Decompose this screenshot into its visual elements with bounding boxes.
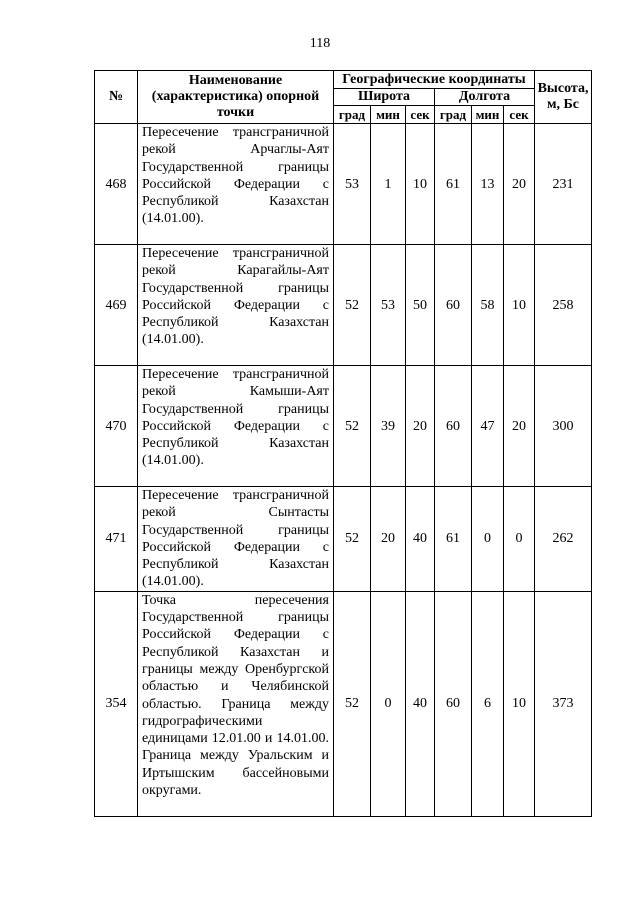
header-lon-deg: град (435, 106, 472, 124)
height-cell: 262 (535, 487, 592, 592)
height-cell: 258 (535, 245, 592, 366)
row-description: Пересечение трансграничной рекой Камыши-Аят Государственной границы Российской Федерации с Республикой Казахстан (14.01.00). (138, 366, 334, 487)
lon-sec-cell: 0 (504, 487, 535, 592)
header-longitude: Долгота (435, 89, 535, 106)
lat-deg-cell: 52 (334, 487, 371, 592)
lat-min-cell: 20 (371, 487, 406, 592)
lon-deg-cell: 61 (435, 487, 472, 592)
header-height: Высота, м, Бс (535, 71, 592, 124)
row-num: 468 (95, 124, 138, 245)
header-num: № (95, 71, 138, 124)
row-num: 354 (95, 591, 138, 816)
lat-sec-cell: 40 (406, 487, 435, 592)
row-num: 471 (95, 487, 138, 592)
lon-min-cell: 0 (472, 487, 504, 592)
lat-sec-cell: 10 (406, 124, 435, 245)
lon-min-cell: 6 (472, 591, 504, 816)
lat-sec-cell: 40 (406, 591, 435, 816)
lat-min-cell: 0 (371, 591, 406, 816)
lat-min-cell: 1 (371, 124, 406, 245)
table-row (95, 591, 592, 816)
header-lat-deg: град (334, 106, 371, 124)
lat-deg-cell: 52 (334, 366, 371, 487)
lon-min-cell: 13 (472, 124, 504, 245)
lon-sec-cell: 20 (504, 366, 535, 487)
lat-deg-cell: 52 (334, 591, 371, 816)
table-row (95, 487, 592, 592)
header-lon-min: мин (472, 106, 504, 124)
header-latitude: Широта (334, 89, 435, 106)
height-cell: 300 (535, 366, 592, 487)
row-num: 470 (95, 366, 138, 487)
header-name: Наименование (характеристика) опорной точки (138, 71, 334, 124)
height-cell: 373 (535, 591, 592, 816)
height-cell: 231 (535, 124, 592, 245)
table-row (95, 124, 592, 245)
row-description: Пересечение трансграничной рекой Арчаглы-Аят Государственной границы Российской Федерации с Республикой Казахстан (14.01.00). (138, 124, 334, 245)
lon-min-cell: 47 (472, 366, 504, 487)
lon-deg-cell: 60 (435, 366, 472, 487)
lat-deg-cell: 53 (334, 124, 371, 245)
lon-deg-cell: 60 (435, 591, 472, 816)
lon-sec-cell: 10 (504, 245, 535, 366)
lat-min-cell: 39 (371, 366, 406, 487)
page-number: 118 (309, 36, 331, 51)
coordinates-table (94, 70, 592, 817)
lat-sec-cell: 20 (406, 366, 435, 487)
lat-min-cell: 53 (371, 245, 406, 366)
lon-sec-cell: 10 (504, 591, 535, 816)
lat-deg-cell: 52 (334, 245, 371, 366)
table-row (95, 366, 592, 487)
lon-deg-cell: 60 (435, 245, 472, 366)
lon-min-cell: 58 (472, 245, 504, 366)
row-description: Пересечение трансграничной рекой Карагайлы-Аят Государственной границы Российской Федерации с Республикой Казахстан (14.01.00). (138, 245, 334, 366)
header-lon-sec: сек (504, 106, 535, 124)
table-row (95, 245, 592, 366)
row-description: Пересечение трансграничной рекой Сынтасты Государственной границы Российской Федерации с Республикой Казахстан (14.01.00). (138, 487, 334, 592)
lon-deg-cell: 61 (435, 124, 472, 245)
row-description: Точка пересечения Государственной границы Российской Федерации с Республикой Казахстан и границы между Оренбургской областью и Челябинской областью. Граница между гидрографическими единицами 12.01.00 и 14.01.00. Граница между Уральским и Иртышским бассейновыми округами. (138, 591, 334, 816)
header-lat-min: мин (371, 106, 406, 124)
lat-sec-cell: 50 (406, 245, 435, 366)
row-num: 469 (95, 245, 138, 366)
header-geo-coordinates: Географические координаты (334, 71, 535, 89)
header-lat-sec: сек (406, 106, 435, 124)
lon-sec-cell: 20 (504, 124, 535, 245)
